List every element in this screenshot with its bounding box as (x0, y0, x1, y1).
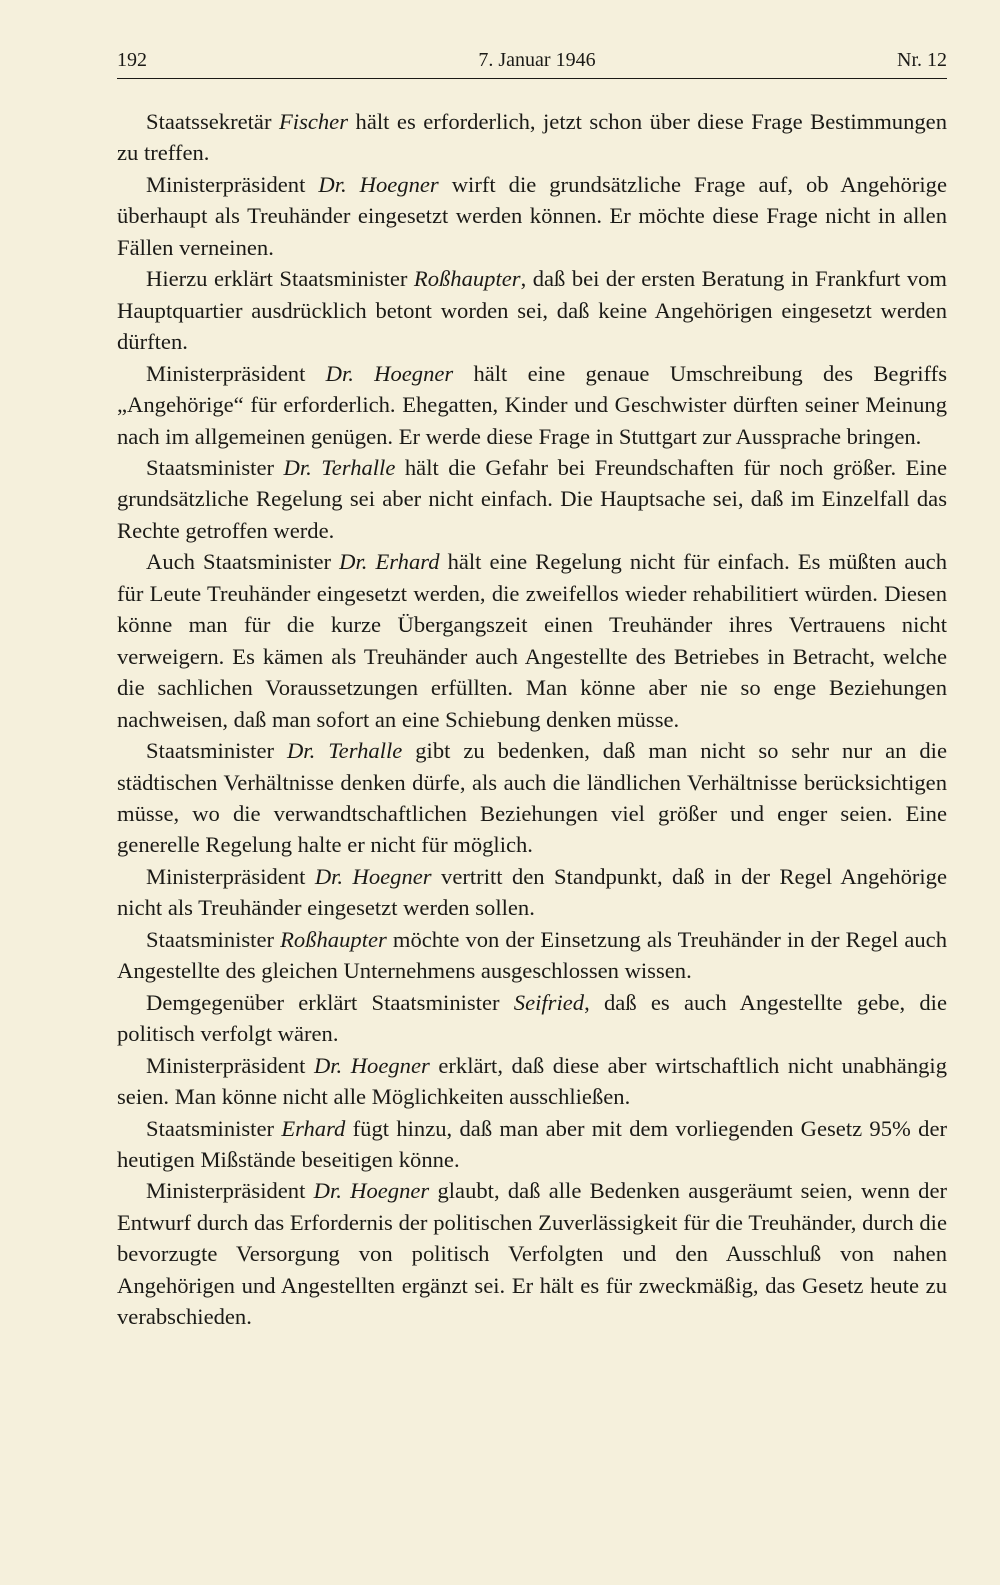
paragraph-text: Staatsminister (146, 454, 284, 480)
body-text (117, 106, 947, 1333)
paragraph (117, 735, 947, 861)
speaker-name: Dr. Hoegner (313, 1178, 430, 1204)
paragraph-text: erklärt, daß diese aber wirtschaftlich nicht unabhängig seien. Man könne nicht alle Möglichkeiten ausschließen. (117, 1052, 948, 1110)
paragraph (117, 1113, 947, 1176)
speaker-name: Roßhaupter (280, 926, 387, 952)
speaker-name: Dr. Hoegner (314, 863, 432, 889)
paragraph-text: Hierzu erklärt Staatsminister (146, 266, 414, 292)
document-page (117, 42, 947, 1333)
paragraph-text: gibt zu bedenken, daß man nicht so sehr nur an die städtischen Verhältnisse denken dürfe, als auch die ländlichen Verhältnisse berücksichtigen müsse, wo die verwandtschaftlichen Beziehungen viel größer und enger seien. Eine generelle Regelung halte er nicht für möglich. (117, 738, 947, 858)
speaker-name: Erhard (281, 1115, 346, 1141)
paragraph-text: Staatsminister (146, 926, 281, 952)
speaker-name: Dr. Terhalle (286, 738, 403, 764)
paragraph-text: , daß es auch Angestellte gebe, die politisch verfolgt wären. (117, 989, 947, 1047)
paragraph-text: fügt hinzu, daß man aber mit dem vorliegenden Gesetz 95% der heutigen Mißstände beseitigen könne. (117, 1115, 947, 1172)
paragraph-text: Staatssekretär (146, 109, 279, 134)
paragraph-text: Ministerpräsident (146, 863, 315, 889)
speaker-name: Fischer (278, 109, 349, 134)
page-number: 192 (117, 49, 147, 71)
paragraph (117, 106, 947, 169)
paragraph-text: Ministerpräsident (146, 360, 326, 386)
paragraph-text: hält die Gefahr bei Freundschaften für noch größer. Eine grundsätzliche Regelung sei aber nicht einfach. Die Hauptsache sei, daß im Einzelfall das Rechte getroffen werde. (117, 454, 948, 543)
paragraph-text: Auch Staatsminister (146, 549, 340, 575)
speaker-name: Dr. Hoegner (325, 360, 454, 386)
paragraph-text: hält es erforderlich, jetzt schon über diese Frage Bestimmungen zu treffen. (117, 109, 947, 166)
paragraph-text: Ministerpräsident (146, 1052, 314, 1078)
paragraph-text: hält eine Regelung nicht für einfach. Es müßten auch für Leute Treuhänder eingesetzt werden, die zweifellos wieder rehabilitiert würden. Diesen könne man für die kurze Übergangszeit einen Treuhänder ihres Vertrauens nicht verweigern. Es kämen als Treuhänder auch Angestellte des Betriebes in Betracht, welche die sachlichen Voraussetzungen erfüllten. Man könne aber nie so enge Beziehungen nachweisen, daß man sofort an eine Schiebung denken müsse. (117, 549, 947, 732)
speaker-name: Dr. Hoegner (313, 1052, 430, 1078)
paragraph-text: möchte von der Einsetzung als Treuhänder in der Regel auch Angestellte des gleichen Unternehmens ausgeschlossen wissen. (117, 926, 947, 984)
speaker-name: Roßhaupter (413, 266, 521, 292)
speaker-name: Seifried (513, 989, 585, 1015)
paragraph-text: Ministerpräsident (146, 1178, 314, 1204)
paragraph-text: wirft die grundsätzliche Frage auf, ob Angehörige überhaupt als Treuhänder eingesetzt werden können. Er möchte diese Frage nicht in allen Fällen verneinen. (117, 171, 947, 260)
paragraph-text: Demgegenüber erklärt Staatsminister (146, 989, 514, 1015)
paragraph (117, 987, 947, 1050)
paragraph-text: Ministerpräsident (146, 171, 319, 197)
paragraph (117, 861, 947, 924)
paragraph (117, 924, 947, 987)
speaker-name: Dr. Hoegner (318, 171, 439, 197)
paragraph-text: Staatsminister (146, 1115, 282, 1141)
paragraph (117, 358, 947, 452)
paragraph (117, 263, 947, 357)
paragraph (117, 546, 947, 735)
header-rule (117, 78, 947, 79)
paragraph (117, 1175, 947, 1332)
paragraph-text: vertritt den Standpunkt, daß in der Regel Angehörige nicht als Treuhänder eingesetzt werden sollen. (117, 863, 947, 921)
paragraph (117, 452, 947, 546)
paragraph-text: hält eine genaue Umschreibung des Begriffs „Angehörige“ für erforderlich. Ehegatten, Kinder und Geschwister dürften seiner Meinung nach im allgemeinen genügen. Er werde diese Frage in Stuttgart zur Aussprache bringen. (117, 360, 947, 449)
speaker-name: Dr. Terhalle (283, 454, 396, 480)
header-date: 7. Januar 1946 (478, 49, 596, 71)
running-head (117, 42, 947, 78)
paragraph-text: glaubt, daß alle Bedenken ausgeräumt seien, wenn der Entwurf durch das Erfordernis der politischen Zuverlässigkeit für die Treuhänder, durch die bevorzugte Versorgung von politisch Verfolgten und den Ausschluß von nahen Angehörigen und Angestellten ergänzt sei. Er hält es für zweckmäßig, das Gesetz heute zu verabschieden. (117, 1178, 947, 1330)
issue-number: Nr. 12 (897, 49, 947, 71)
paragraph (117, 1050, 947, 1113)
speaker-name: Dr. Erhard (339, 549, 440, 575)
paragraph (117, 169, 947, 263)
paragraph-text: , daß bei der ersten Beratung in Frankfurt vom Hauptquartier ausdrücklich betont worden sei, daß keine Angehörigen eingesetzt werden dürften. (117, 266, 947, 355)
paragraph-text: Staatsminister (146, 738, 287, 764)
